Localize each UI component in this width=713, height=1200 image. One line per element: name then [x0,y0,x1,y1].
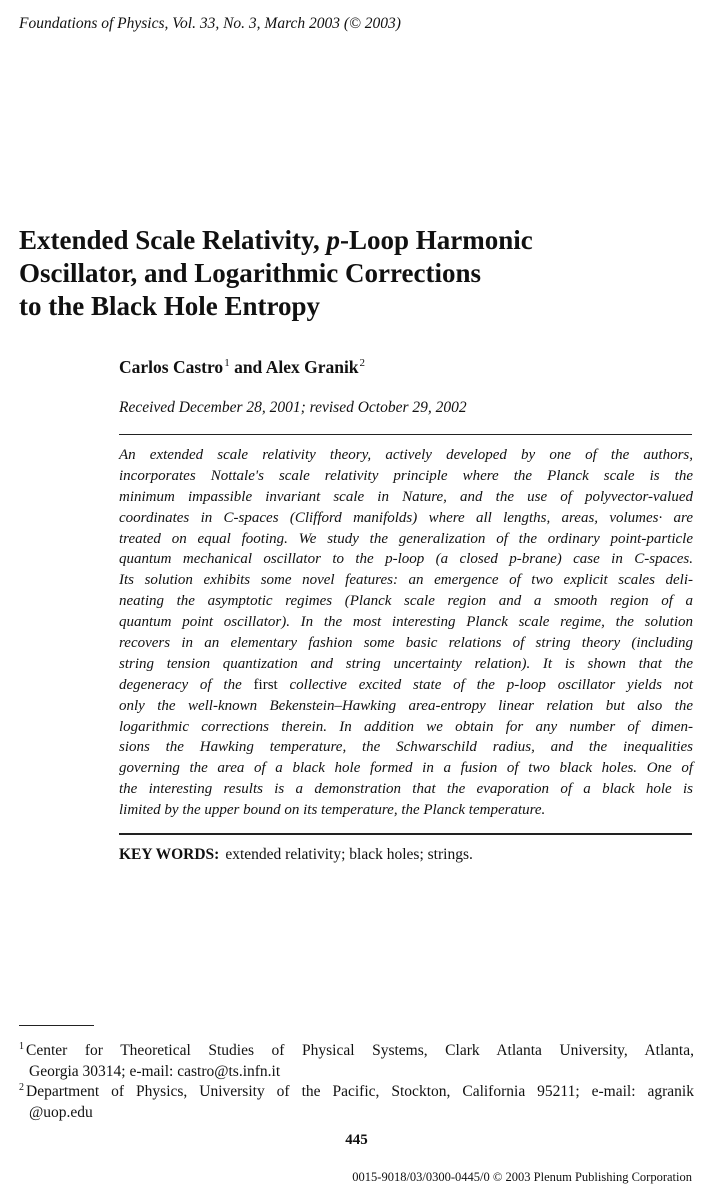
footnote-2-line-1: $^2$ Department of Physics, University of the Pacific, Stockton, California 95211; e-mail: agranik [19,1082,694,1100]
title-line-1: Extended Scale Relativity, p-Loop Harmonic [19,225,533,255]
affiliation-mark-2: 2 [359,357,366,369]
abstract-line: quantum mechanical oscillator to the p-loop (a closed p-brane) case in C-spaces. [119,551,693,568]
title-line-2: Oscillator, and Logarithmic Corrections [19,258,481,288]
abstract [119,445,693,821]
page-number: 445 [345,1132,368,1148]
abstract-line: incorporates Nottale's scale relativity principle where the Planck scale is the [119,467,693,484]
footnote-1-line-1: $^1$ Center for Theoretical Studies of Physical Systems, Clark Atlanta University, Atlanta, [19,1041,694,1059]
affiliation-mark-1: 1 [224,357,230,369]
title-line-3: to the Black Hole Entropy [19,291,321,321]
footnote-rule [19,1025,94,1026]
footnote-1 [19,1036,694,1082]
abstract-line: Its solution exhibits some novel features: an emergence of two explicit scales deli- [119,572,693,589]
keywords [119,846,473,864]
footnote-2-line-2: @uop.edu [29,1104,93,1121]
copyright-line: 0015-9018/03/0300-0445/0 © 2003 Plenum Publishing Corporation [352,1170,692,1184]
keywords-label: KEY WORDS: [119,846,220,863]
paper-title [19,224,699,323]
abstract-line: string tension quantization and string uncertainty relation). It is shown that the [119,655,693,672]
author-list: Carlos Castro$^1$ and Alex Granik$^2$ [119,357,366,377]
abstract-line: governing the area of a black hole formed in a fusion of two black holes. One of [119,760,693,777]
footnote-1-line-2: Georgia 30314; e-mail: castro@ts.infn.it [29,1063,281,1080]
abstract-line: coordinates in C-spaces (Clifford manifolds) where all lengths, areas, volumes· are [119,509,693,526]
abstract-line: limited by the upper bound on its temperature, the Planck temperature. [119,802,546,819]
author-granik: Alex Granik [265,357,359,377]
footnote-2 [19,1077,694,1123]
abstract-line: minimum impassible invariant scale in Nature, and the use of polyvector-valued [119,488,693,505]
abstract-line: logarithmic corrections therein. In addition we obtain for any number of dimen- [119,718,693,735]
abstract-line: degeneracy of the first collective excited state of the p-loop oscillator yields not [119,676,693,693]
received-dates: Received December 28, 2001; revised October 29, 2002 [119,399,467,416]
abstract-line: only the well-known Bekenstein–Hawking area-entropy linear relation but also the [119,697,693,714]
keywords-text: extended relativity; black holes; strings. [225,846,473,863]
abstract-line: sions the Hawking temperature, the Schwarschild radius, and the inequalities [119,739,693,756]
abstract-bottom-rule [119,833,692,835]
author-castro: Carlos Castro [119,357,224,377]
abstract-line: the interesting results is a demonstration that the evaporation of a black hole is [119,781,693,798]
abstract-line: neating the asymptotic regimes (Planck scale region and a smooth region of a [119,593,693,610]
abstract-line: recovers in an elementary fashion some basic relations of string theory (including [119,635,693,652]
abstract-line: An extended scale relativity theory, actively developed by one of the authors, [119,447,693,463]
abstract-top-rule [119,434,692,435]
abstract-line: quantum point oscillator). In the most interesting Planck scale regime, the solution [119,614,693,631]
journal-header: Foundations of Physics, Vol. 33, No. 3, March 2003 (© 2003) [19,15,401,32]
abstract-line: treated on equal footing. We study the generalization of the ordinary point-particle [119,530,693,547]
